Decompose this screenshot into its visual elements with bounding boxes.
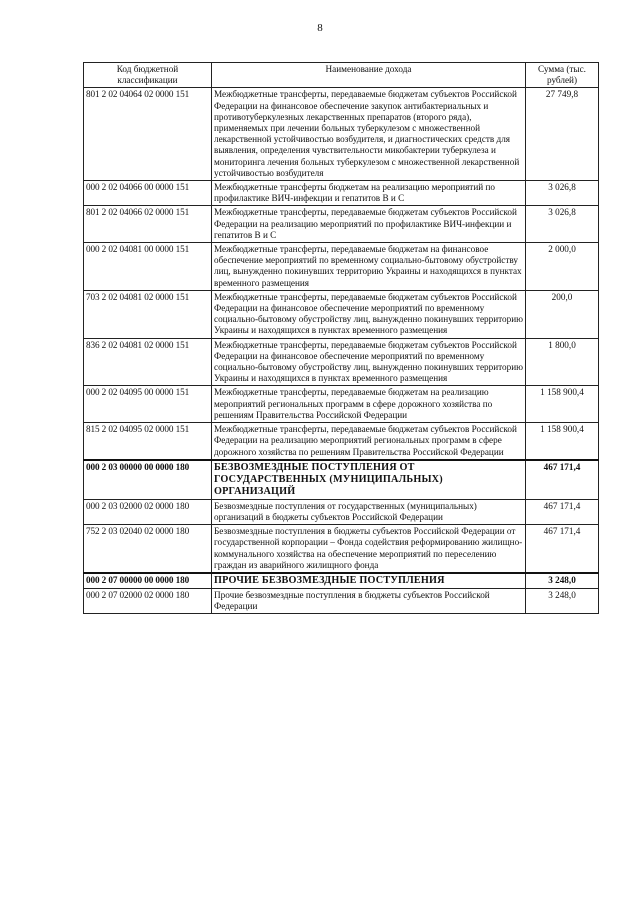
row-code: 000 2 02 04066 00 0000 151 xyxy=(84,181,212,206)
row-sum: 2 000,0 xyxy=(526,243,599,291)
row-code: 000 2 07 00000 00 0000 180 xyxy=(84,573,212,589)
table-row xyxy=(84,290,599,338)
row-sum: 1 158 900,4 xyxy=(526,423,599,460)
revenue-table xyxy=(83,62,599,614)
row-code: 815 2 02 04095 02 0000 151 xyxy=(84,423,212,460)
row-name: Межбюджетные трансферты бюджетам на реализацию мероприятий по профилактике ВИЧ-инфекции и гепатитов В и С xyxy=(212,181,526,206)
table-row xyxy=(84,525,599,573)
row-sum: 1 800,0 xyxy=(526,338,599,386)
row-sum: 200,0 xyxy=(526,290,599,338)
row-name: Межбюджетные трансферты, передаваемые бюджетам субъектов Российской Федерации на реализацию мероприятий по профилактике ВИЧ-инфекции и гепатитов В и С xyxy=(212,206,526,243)
header-name: Наименование дохода xyxy=(212,63,526,88)
row-sum: 467 171,4 xyxy=(526,499,599,524)
row-name: Прочие безвозмездные поступления в бюджеты субъектов Российской Федерации xyxy=(212,588,526,613)
row-name: Межбюджетные трансферты, передаваемые бюджетам субъектов Российской Федерации на финансовое обеспечение мероприятий по временному социально-бытовому обустройству лиц, вынужденно покинувших территорию Украины и находящихся в пунктах временного размещения xyxy=(212,290,526,338)
row-name: Межбюджетные трансферты, передаваемые бюджетам субъектов Российской Федерации на реализацию мероприятий региональных программ в сфере дорожного хозяйства по решениям Правительства Российской Федерации xyxy=(212,423,526,460)
row-name: Межбюджетные трансферты, передаваемые бюджетам на финансовое обеспечение мероприятий по временному социально-бытовому обустройству лиц, вынужденно покинувших территорию Украины и находящихся в пунктах временного размещения xyxy=(212,243,526,291)
row-sum: 467 171,4 xyxy=(526,525,599,573)
row-code: 703 2 02 04081 02 0000 151 xyxy=(84,290,212,338)
header-code: Код бюджетной классификации xyxy=(84,63,212,88)
row-name: ПРОЧИЕ БЕЗВОЗМЕЗДНЫЕ ПОСТУПЛЕНИЯ xyxy=(212,573,526,589)
table-row xyxy=(84,386,599,423)
table-row xyxy=(84,499,599,524)
row-sum: 3 248,0 xyxy=(526,588,599,613)
table-row xyxy=(84,88,599,181)
row-code: 000 2 02 04095 00 0000 151 xyxy=(84,386,212,423)
row-sum: 467 171,4 xyxy=(526,460,599,500)
table-row xyxy=(84,423,599,460)
row-code: 836 2 02 04081 02 0000 151 xyxy=(84,338,212,386)
row-name: Безвозмездные поступления от государственных (муниципальных) организаций в бюджеты субъектов Российской Федерации xyxy=(212,499,526,524)
table-row xyxy=(84,588,599,613)
table-row xyxy=(84,206,599,243)
row-code: 801 2 02 04064 02 0000 151 xyxy=(84,88,212,181)
row-sum: 27 749,8 xyxy=(526,88,599,181)
row-sum: 3 026,8 xyxy=(526,181,599,206)
row-sum: 1 158 900,4 xyxy=(526,386,599,423)
page-number: 8 xyxy=(317,22,323,34)
table-row xyxy=(84,243,599,291)
row-name: Межбюджетные трансферты, передаваемые бюджетам субъектов Российской Федерации на финансовое обеспечение закупок антибактериальных и противотуберкулезных лекарственных препаратов (второго ряда), применяемых при лечении больных туберкулезом с множественной лекарственной устойчивостью возбудителя, и диагностических средств для выявления, определения чувствительности микобактерии туберкулеза и мониторинга лечения больных туберкулезом с множественной лекарственной устойчивостью возбудителя xyxy=(212,88,526,181)
row-code: 000 2 02 04081 00 0000 151 xyxy=(84,243,212,291)
header-sum: Сумма (тыс. рублей) xyxy=(526,63,599,88)
table-row xyxy=(84,181,599,206)
row-code: 000 2 07 02000 02 0000 180 xyxy=(84,588,212,613)
row-name: Межбюджетные трансферты, передаваемые бюджетам субъектов Российской Федерации на финансовое обеспечение мероприятий по временному социально-бытовому обустройству лиц, вынужденно покинувших территорию Украины и находящихся в пунктах временного размещения xyxy=(212,338,526,386)
row-code: 000 2 03 00000 00 0000 180 xyxy=(84,460,212,500)
section-row xyxy=(84,460,599,500)
row-sum: 3 248,0 xyxy=(526,573,599,589)
row-code: 801 2 02 04066 02 0000 151 xyxy=(84,206,212,243)
row-code: 000 2 03 02000 02 0000 180 xyxy=(84,499,212,524)
section-row xyxy=(84,573,599,589)
row-name: БЕЗВОЗМЕЗДНЫЕ ПОСТУПЛЕНИЯ ОТ ГОСУДАРСТВЕННЫХ (МУНИЦИПАЛЬНЫХ) ОРГАНИЗАЦИЙ xyxy=(212,460,526,500)
table-row xyxy=(84,338,599,386)
row-code: 752 2 03 02040 02 0000 180 xyxy=(84,525,212,573)
row-name: Безвозмездные поступления в бюджеты субъектов Российской Федерации от государственной корпорации – Фонда содействия реформированию жилищно-коммунального хозяйства на обеспечение мероприятий по переселению граждан из аварийного жилищного фонда xyxy=(212,525,526,573)
row-name: Межбюджетные трансферты, передаваемые бюджетам на реализацию мероприятий региональных программ в сфере дорожного хозяйства по решениям Правительства Российской Федерации xyxy=(212,386,526,423)
table-header-row xyxy=(84,63,599,88)
row-sum: 3 026,8 xyxy=(526,206,599,243)
